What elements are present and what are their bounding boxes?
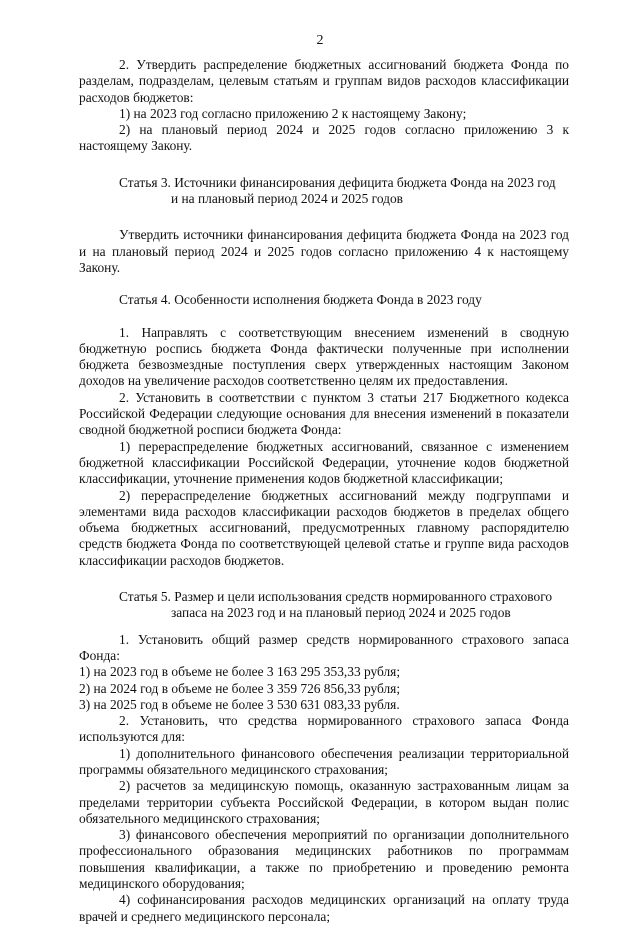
paragraph: Утвердить источники финансирования дефицита бюджета Фонда на 2023 год и на плановый период 2024 и 2025 годов согласно приложению 4 к настоящему Закону. bbox=[79, 227, 569, 275]
list-item: 2) на 2024 год в объеме не более 3 359 726 856,33 рубля; bbox=[79, 680, 401, 696]
article-heading-continuation: и на плановый период 2024 и 2025 годов bbox=[171, 191, 403, 207]
list-item: 2) расчетов за медицинскую помощь, оказанную застрахованным лицам за пределами территории субъекта Российской Федерации, в котором выдан полис обязательного медицинского страхования; bbox=[79, 778, 569, 826]
article-4-heading bbox=[79, 292, 569, 308]
page-number: 2 bbox=[316, 33, 324, 48]
paragraph: 2. Утвердить распределение бюджетных ассигнований бюджета Фонда по разделам, подразделам, целевым статьям и группам видов расходов классификации расходов бюджетов: bbox=[79, 57, 569, 105]
paragraph: 1. Направлять с соответствующим внесением изменений в сводную бюджетную роспись бюджета Фонда фактически полученные при исполнении бюджета безвозмездные поступления сверх утвержденных настоящим Законом доходов на увеличение расходов соответственно целям их предоставления. bbox=[79, 324, 569, 389]
list-item: 1) на 2023 год согласно приложению 2 к настоящему Закону; bbox=[119, 105, 467, 121]
list-item: 2) на плановый период 2024 и 2025 годов согласно приложению 3 к настоящему Закону. bbox=[79, 122, 569, 154]
list-item: 1) на 2023 год в объеме не более 3 163 295 353,33 рубля; bbox=[79, 664, 401, 680]
list-item: 3) финансового обеспечения мероприятий по организации дополнительного профессионального образования медицинских работников по программам повышения квалификации, а также по приобретению и проведению ремонта медицинского оборудования; bbox=[79, 827, 569, 892]
paragraph: 1. Установить общий размер средств нормированного страхового запаса Фонда: bbox=[79, 631, 569, 663]
article-heading-line: Статья 3. Источники финансирования дефицита бюджета Фонда на 2023 год bbox=[119, 174, 556, 190]
article-heading-line: Статья 5. Размер и цели использования средств нормированного страхового bbox=[119, 589, 553, 605]
article-3-heading bbox=[79, 175, 569, 208]
document-body bbox=[79, 57, 569, 925]
article-5-heading bbox=[79, 589, 569, 622]
list-item: 1) дополнительного финансового обеспечения реализации территориальной программы обязательного медицинского страхования; bbox=[79, 745, 569, 777]
list-item: 1) перераспределение бюджетных ассигнований, связанное с изменением бюджетной классификации Российской Федерации, уточнение кодов бюджетной классификации, уточнение применения кодов бюджетной классификации; bbox=[79, 438, 569, 487]
paragraph: 2. Установить, что средства нормированного страхового запаса Фонда используются для: bbox=[79, 713, 569, 745]
paragraph: 2. Установить в соответствии с пунктом 3 статьи 217 Бюджетного кодекса Российской Федерации следующие основания для внесения изменений в показатели сводной бюджетной росписи бюджета Фонда: bbox=[79, 389, 569, 438]
article-heading-continuation: запаса на 2023 год и на плановый период 2024 и 2025 годов bbox=[171, 605, 511, 621]
list-item: 3) на 2025 год в объеме не более 3 530 631 083,33 рубля. bbox=[79, 696, 400, 712]
list-item: 4) софинансирования расходов медицинских организаций на оплату труда врачей и среднего медицинского персонала; bbox=[79, 892, 569, 924]
article-heading-line: Статья 4. Особенности исполнения бюджета Фонда в 2023 году bbox=[119, 292, 482, 308]
list-item: 2) перераспределение бюджетных ассигнований между подгруппами и элементами вида расходов классификации расходов бюджетов в пределах общего объема бюджетных ассигнований, предусмотренных главному распорядителю средств бюджета Фонда по соответствующей целевой статье и группе вида расходов классификации расходов бюджетов. bbox=[79, 487, 569, 568]
